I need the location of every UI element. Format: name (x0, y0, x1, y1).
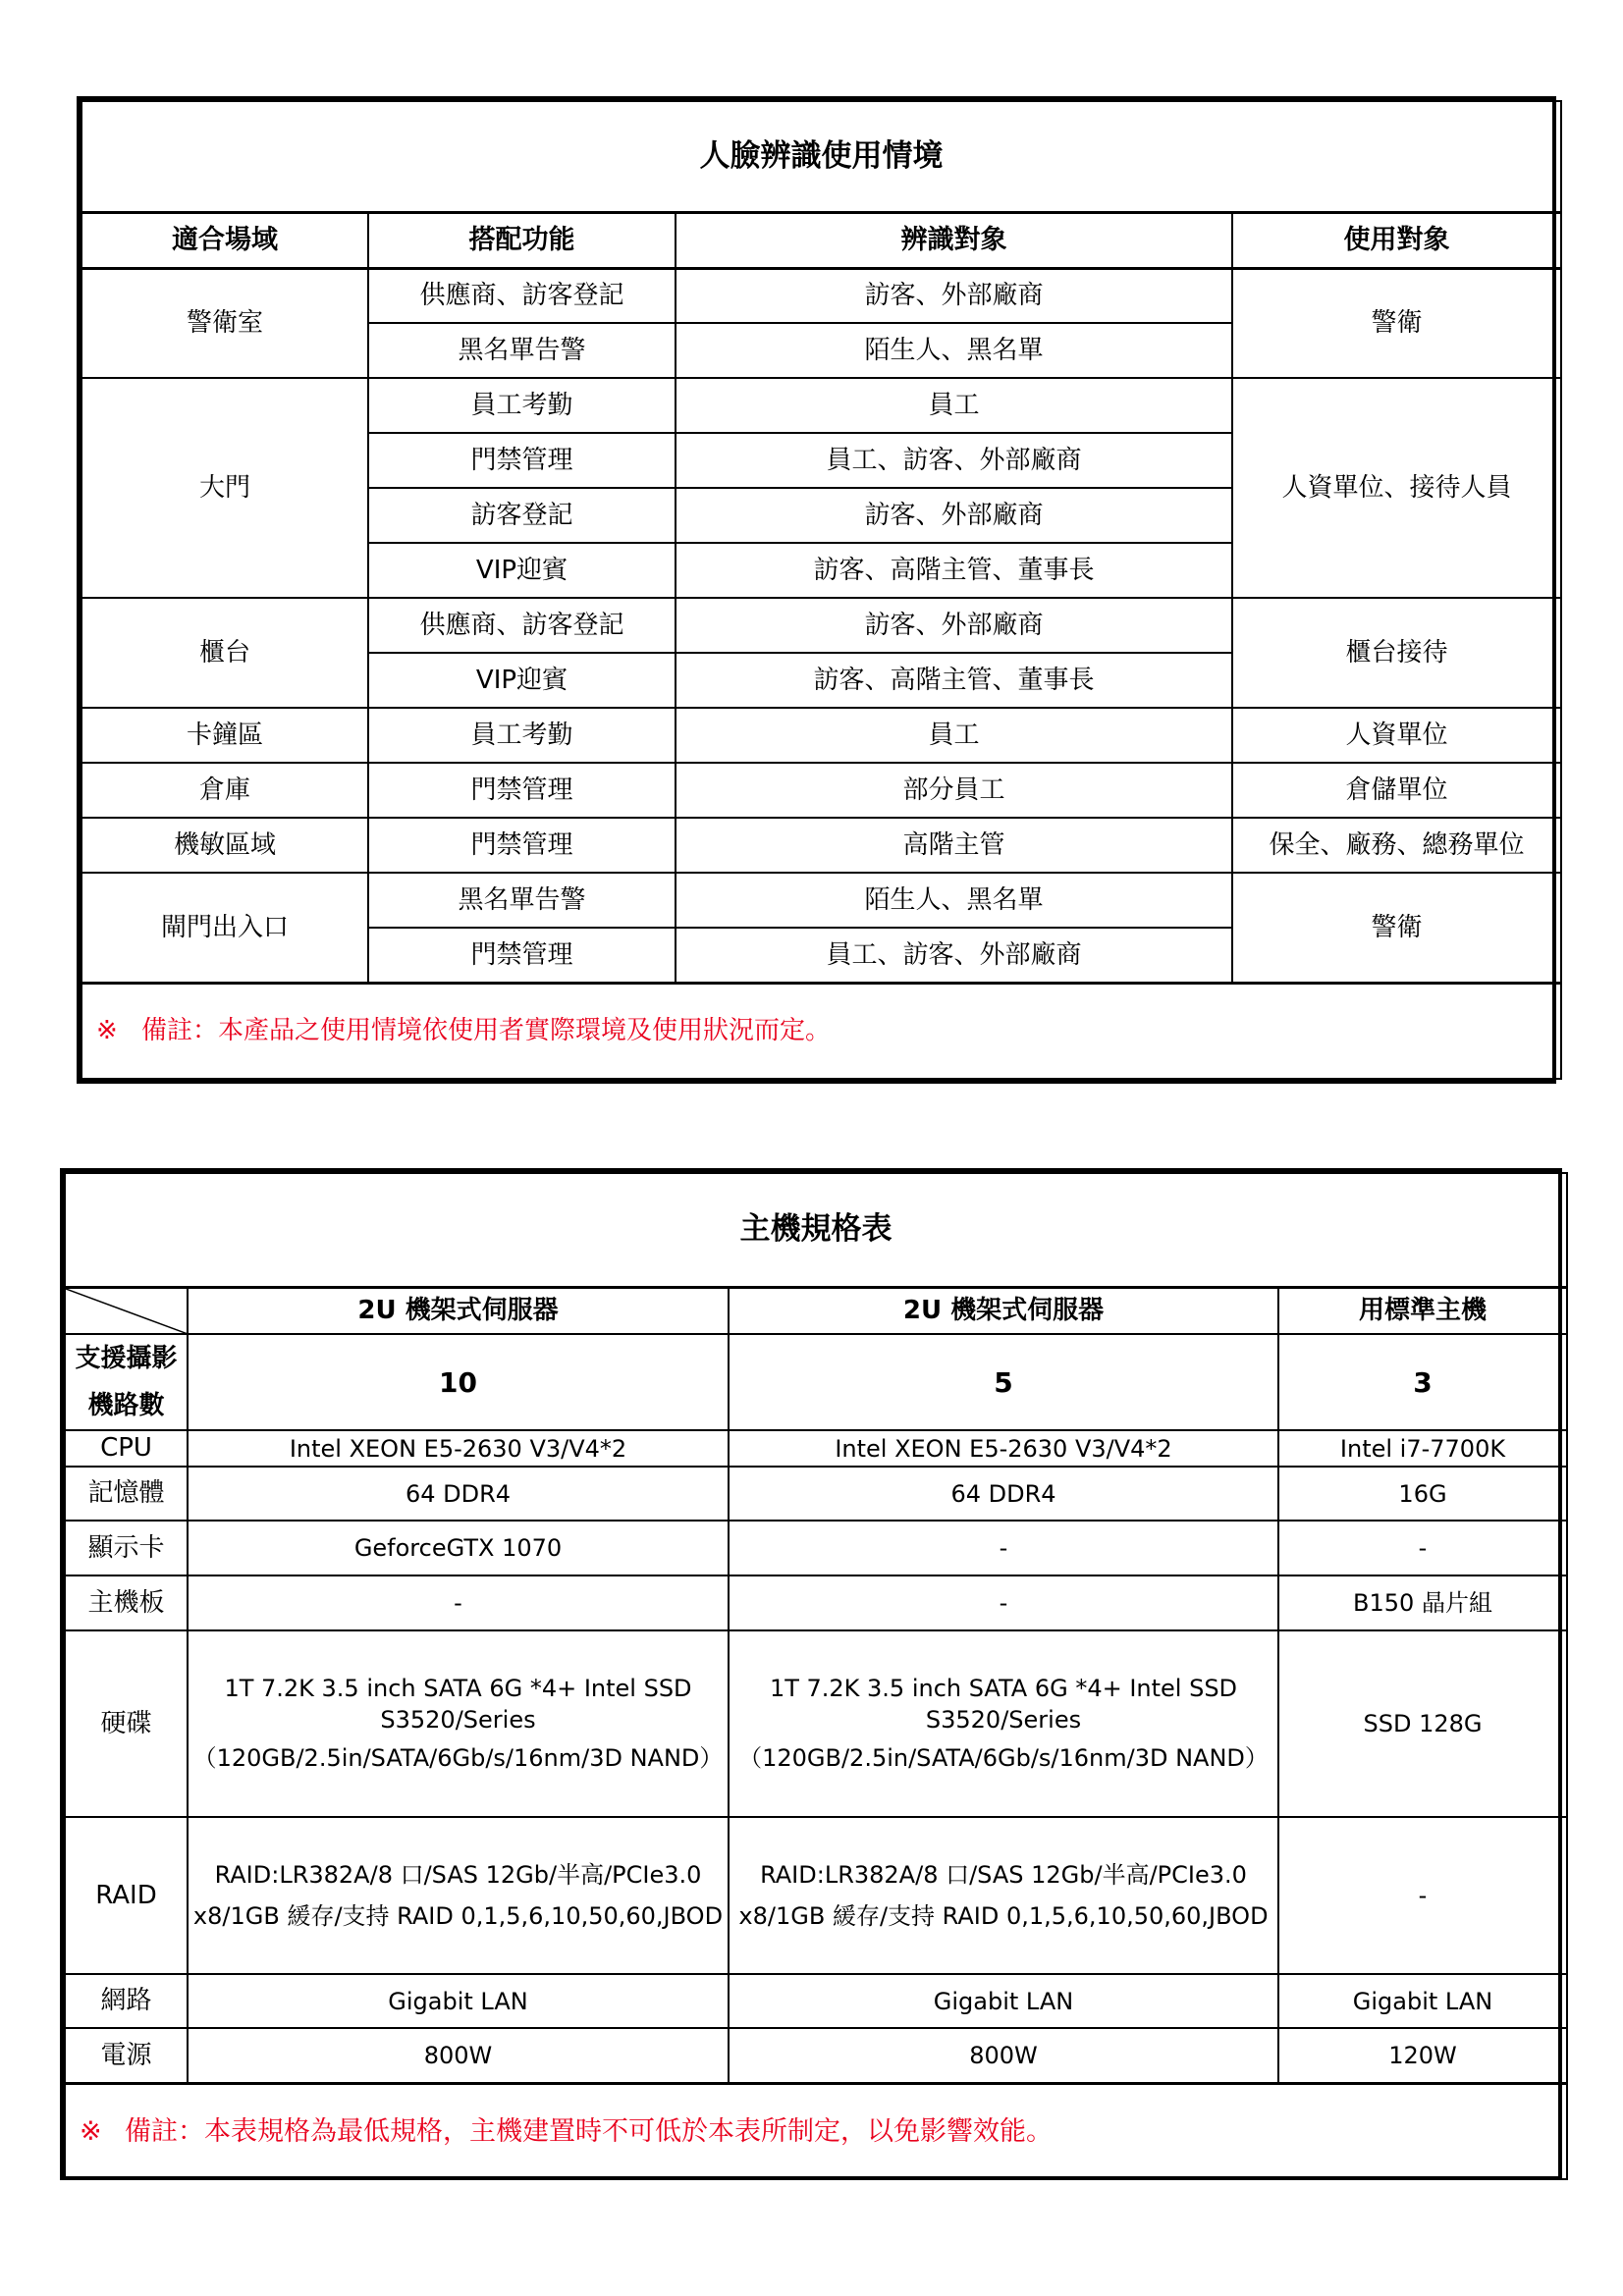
venue-cell: 倉庫 (81, 763, 368, 818)
memory-value: 64 DDR4 (188, 1467, 729, 1521)
disk-label: 硬碟 (65, 1630, 188, 1817)
function-cell: 門禁管理 (368, 818, 676, 873)
user-cell: 櫃台接待 (1232, 598, 1561, 708)
motherboard-value: - (188, 1575, 729, 1630)
user-cell: 倉儲單位 (1232, 763, 1561, 818)
header-venue: 適合場域 (81, 212, 368, 268)
camera-channels-label: 支援攝影 機路數 (65, 1334, 188, 1430)
column-header: 用標準主機 (1278, 1287, 1567, 1334)
function-cell: VIP迎賓 (368, 653, 676, 708)
network-value: Gigabit LAN (188, 1974, 729, 2028)
function-cell: 門禁管理 (368, 433, 676, 488)
camera-channels-value: 10 (188, 1334, 729, 1430)
diagonal-header-cell (65, 1287, 188, 1334)
power-value: 800W (188, 2028, 729, 2083)
function-cell: 門禁管理 (368, 928, 676, 983)
venue-cell: 大門 (81, 378, 368, 598)
header-user: 使用對象 (1232, 212, 1561, 268)
user-cell: 人資單位、接待人員 (1232, 378, 1561, 598)
user-cell: 警衛 (1232, 873, 1561, 983)
cpu-value: Intel i7-7700K (1278, 1430, 1567, 1467)
header-function: 搭配功能 (368, 212, 676, 268)
function-cell: 黑名單告警 (368, 873, 676, 928)
face-recognition-scenario-table (77, 96, 1556, 1084)
network-label: 網路 (65, 1974, 188, 2028)
target-cell: 員工 (676, 378, 1232, 433)
venue-cell: 卡鐘區 (81, 708, 368, 763)
disk-value: 1T 7.2K 3.5 inch SATA 6G *4+ Intel SSD S3520/Series （120GB/2.5in/SATA/6Gb/s/16nm/3D NAND） (729, 1630, 1278, 1817)
venue-cell: 警衛室 (81, 268, 368, 378)
power-value: 800W (729, 2028, 1278, 2083)
user-cell: 警衛 (1232, 268, 1561, 378)
memory-label: 記憶體 (65, 1467, 188, 1521)
function-cell: 員工考勤 (368, 708, 676, 763)
column-header: 2U 機架式伺服器 (729, 1287, 1278, 1334)
host-spec-table (60, 1168, 1562, 2180)
power-value: 120W (1278, 2028, 1567, 2083)
memory-value: 64 DDR4 (729, 1467, 1278, 1521)
disk-value: SSD 128G (1278, 1630, 1567, 1817)
scenario-table-title: 人臉辨識使用情境 (81, 101, 1561, 212)
note-mark: ※ (96, 1016, 118, 1045)
function-cell: 門禁管理 (368, 763, 676, 818)
function-cell: 訪客登記 (368, 488, 676, 543)
gpu-value: - (729, 1521, 1278, 1575)
scenario-note (81, 983, 1561, 1079)
raid-label: RAID (65, 1817, 188, 1974)
target-cell: 訪客、外部廠商 (676, 488, 1232, 543)
function-cell: 員工考勤 (368, 378, 676, 433)
target-cell: 部分員工 (676, 763, 1232, 818)
user-cell: 保全、廠務、總務單位 (1232, 818, 1561, 873)
diagonal-line (66, 1289, 187, 1334)
raid-value: RAID:LR382A/8 口/SAS 12Gb/半高/PCIe3.0 x8/1GB 緩存/支持 RAID 0,1,5,6,10,50,60,JBOD (729, 1817, 1278, 1974)
function-cell: VIP迎賓 (368, 543, 676, 598)
cpu-value: Intel XEON E5-2630 V3/V4*2 (729, 1430, 1278, 1467)
gpu-value: GeforceGTX 1070 (188, 1521, 729, 1575)
target-cell: 員工 (676, 708, 1232, 763)
target-cell: 訪客、高階主管、董事長 (676, 653, 1232, 708)
venue-cell: 閘門出入口 (81, 873, 368, 983)
venue-cell: 機敏區域 (81, 818, 368, 873)
column-header: 2U 機架式伺服器 (188, 1287, 729, 1334)
motherboard-value: B150 晶片組 (1278, 1575, 1567, 1630)
target-cell: 訪客、高階主管、董事長 (676, 543, 1232, 598)
target-cell: 訪客、外部廠商 (676, 268, 1232, 323)
target-cell: 員工、訪客、外部廠商 (676, 433, 1232, 488)
motherboard-value: - (729, 1575, 1278, 1630)
raid-value: - (1278, 1817, 1567, 1974)
gpu-value: - (1278, 1521, 1567, 1575)
venue-cell: 櫃台 (81, 598, 368, 708)
target-cell: 訪客、外部廠商 (676, 598, 1232, 653)
note-text: 備註：本產品之使用情境依使用者實際環境及使用狀況而定。 (141, 1016, 832, 1045)
target-cell: 陌生人、黑名單 (676, 873, 1232, 928)
spec-note (65, 2083, 1567, 2179)
user-cell: 人資單位 (1232, 708, 1561, 763)
camera-channels-value: 5 (729, 1334, 1278, 1430)
disk-value: 1T 7.2K 3.5 inch SATA 6G *4+ Intel SSD S3520/Series （120GB/2.5in/SATA/6Gb/s/16nm/3D NAND） (188, 1630, 729, 1817)
header-target: 辨識對象 (676, 212, 1232, 268)
motherboard-label: 主機板 (65, 1575, 188, 1630)
network-value: Gigabit LAN (729, 1974, 1278, 2028)
power-label: 電源 (65, 2028, 188, 2083)
note-mark: ※ (80, 2115, 102, 2147)
cpu-value: Intel XEON E5-2630 V3/V4*2 (188, 1430, 729, 1467)
function-cell: 黑名單告警 (368, 323, 676, 378)
note-text: 備註：本表規格為最低規格，主機建置時不可低於本表所制定，以免影響效能。 (125, 2115, 1053, 2147)
gpu-label: 顯示卡 (65, 1521, 188, 1575)
target-cell: 陌生人、黑名單 (676, 323, 1232, 378)
network-value: Gigabit LAN (1278, 1974, 1567, 2028)
memory-value: 16G (1278, 1467, 1567, 1521)
camera-channels-value: 3 (1278, 1334, 1567, 1430)
function-cell: 供應商、訪客登記 (368, 598, 676, 653)
raid-value: RAID:LR382A/8 口/SAS 12Gb/半高/PCIe3.0 x8/1GB 緩存/支持 RAID 0,1,5,6,10,50,60,JBOD (188, 1817, 729, 1974)
target-cell: 員工、訪客、外部廠商 (676, 928, 1232, 983)
function-cell: 供應商、訪客登記 (368, 268, 676, 323)
spec-table-title: 主機規格表 (65, 1173, 1567, 1287)
cpu-label: CPU (65, 1430, 188, 1467)
target-cell: 高階主管 (676, 818, 1232, 873)
